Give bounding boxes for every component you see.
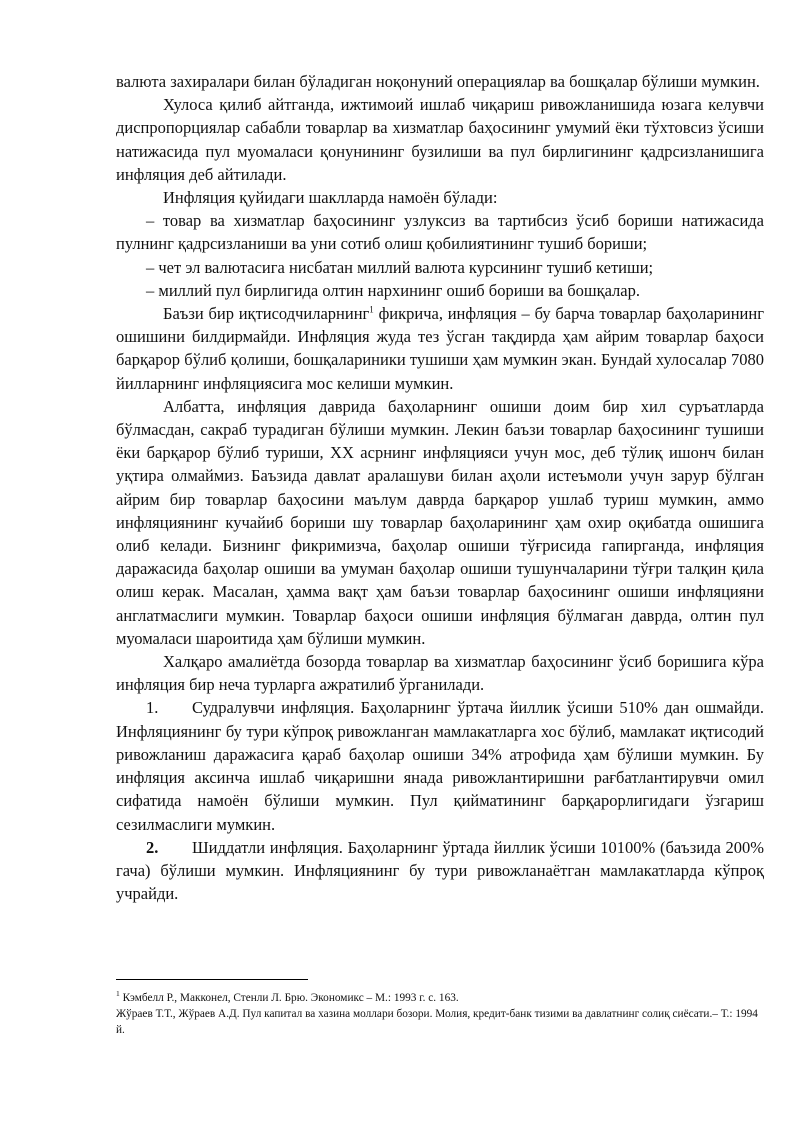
paragraph: Инфляция қуйидаги шаклларда намоён бўлади: <box>163 188 498 208</box>
footnote: Жўраев Т.Т., Жўраев А.Д. Пул капитал ва хазина моллари бозори. Молия, кредит-банк тизими ва давлатнинг солиқ сиёсати.– Т.: 1994 й. <box>116 1008 758 1036</box>
paragraph: валюта захиралари билан бўладиган ноқонуний операциялар ва бошқалар бўлиши мумкин. <box>116 72 760 91</box>
item-text: Судралувчи инфляция. Баҳоларнинг ўртача йиллик ўсиши 510% дан ошмайди. Инфляциянинг бу тури кўпроқ ривожланган мамлакатларга хос бўлиб, мамлакат иқтисодий ривожланиш даражасига қараб баҳолар ошиши 34% атрофида ҳам бўлиши мумкин. Бу инфляция аксинча ишлаб чиқаришни янада ривожлантиришни рағбатлантирувчи омил сифатида намоён бўлиши мумкин. Пул қийматининг барқарорлигидаги ўзгариш сезилмаслиги мумкин. <box>116 698 764 834</box>
numbered-item <box>116 836 764 906</box>
footnote <box>116 990 764 1006</box>
footnote-text: Кэмбелл Р., Макконел, Стенли Л. Брю. Экономикс – М.: 1993 г. с. 163. <box>119 992 459 1004</box>
item-number: 1. <box>146 698 159 718</box>
footnotes <box>116 990 764 1038</box>
footnote-ref: 1 <box>369 304 374 315</box>
list-item-dash: – чет эл валютасига нисбатан миллий валюта курсининг тушиб кетиши; <box>146 257 654 277</box>
list-item-dash: – товар ва хизматлар баҳосининг узлуксиз ва тартибсиз ўсиб бориши натижасида пулнинг қадрсизланиши ва уни сотиб олиш қобилиятининг тушиб бориши; <box>116 211 764 254</box>
footnote-number: 1 <box>116 989 120 999</box>
paragraph: Албатта, инфляция даврида баҳоларнинг ошиши доим бир хил суръатларда бўлмасдан, сакраб турадиган бўлиши мумкин. Лекин баъзи товарлар баҳосининг тушиши ёки барқарор бўлиб туриши, XX асрнинг инфляцияси учун мос, деб тўлиқ ишонч билан уқтира олмаймиз. Баъзида давлат аралашуви билан аҳоли истеъмоли учун зарур бўлган айрим бир товарлар баҳосини маълум даврда барқарор ушлаб туриш мумкин, аммо инфляциянинг кучайиб бориши шу товарлар баҳоларининг ҳам охир оқибатда ошишига олиб келади. Бизнинг фикримизча, баҳолар ошиши тўғрисида гапирганда, инфляция даражасида баҳолар ошиши ва умуман баҳолар ошиши тушунчаларини тўғри талқин қила олиш керак. Масалан, ҳамма вақт ҳам баъзи товарлар баҳосининг ошиши инфляцияни англатмаслиги мумкин. Товарлар баҳоси ошиши инфляция бўлмаган даврда, олтин пул муомаласи шароитида ҳам бўлиши мумкин. <box>116 396 764 648</box>
paragraph-text: Баъзи бир иқтисодчиларнинг <box>163 304 370 324</box>
footnote-separator <box>116 979 308 980</box>
document-body <box>116 70 764 905</box>
paragraph: Халқаро амалиётда бозорда товарлар ва хизматлар баҳосининг ўсиб боришига кўра инфляция бир неча турларга ажратилиб ўрганилади. <box>116 652 764 695</box>
paragraph: Хулоса қилиб айтганда, ижтимоий ишлаб чиқариш ривожланишида юзага келувчи диспропорциялар сабабли товарлар ва хизматлар баҳосининг умумий ёки тўхтовсиз ўсиши натижасида пул муомаласи қонунининг бузилиши ва пул бирлигининг қадрсизланишига инфляция деб айтилади. <box>116 95 764 184</box>
item-text: Шиддатли инфляция. Баҳоларнинг ўртада йиллик ўсиши 10100% (баъзида 200% гача) бўлиши мумкин. Инфляциянинг бу тури ривожланаётган мамлакатларда кўпроқ учрайди. <box>116 837 764 904</box>
list-item-dash: – миллий пул бирлигида олтин нархининг ошиб бориши ва бошқалар. <box>146 280 640 300</box>
paragraph-text: фикрича, инфляция – бу барча товарлар баҳоларининг ошишини билдирмайди. Инфляция жуда тез ўсган тақдирда ҳам айрим товарлар баҳоси барқарор бўлиб қолиши, бошқалариники тушиши ҳам мумкин экан. Бундай хулосалар 7080 йилларнинг инфляциясига мос келиши мумкин. <box>116 304 764 393</box>
item-number: 2. <box>146 837 159 857</box>
paragraph <box>116 302 764 395</box>
numbered-item <box>116 696 764 835</box>
